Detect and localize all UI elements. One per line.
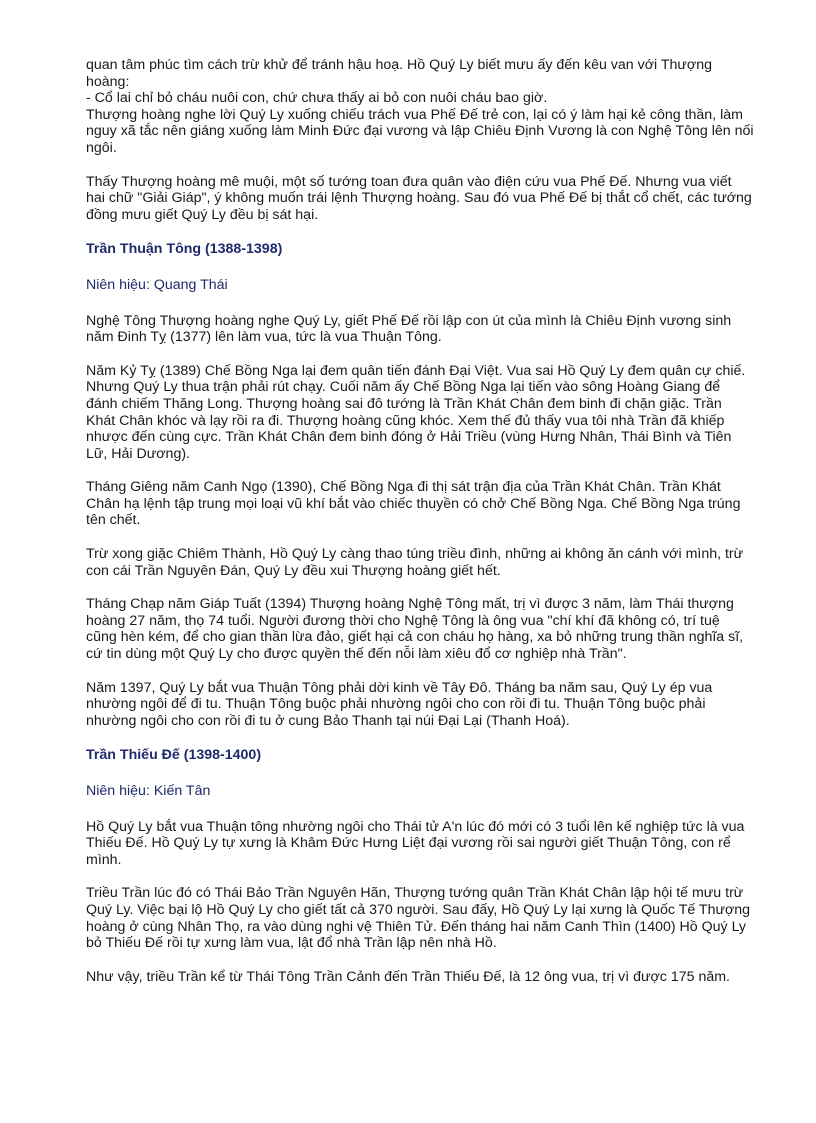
paragraph: Trừ xong giặc Chiêm Thành, Hồ Quý Ly càng thao túng triều đình, những ai không ăn cánh với mình, trừ con cái Trần Nguyên Đán, Quý Ly đều xui Thượng hoàng giết hết. <box>86 546 744 579</box>
section-heading-thuan-tong: Trần Thuận Tông (1388-1398) <box>86 241 283 258</box>
paragraph: Năm 1397, Quý Ly bắt vua Thuận Tông phải dời kinh về Tây Đô. Tháng ba năm sau, Quý Ly ép vua nhường ngôi để đi tu. Thuận Tông buộc phải nhường ngôi cho con rồi đi tu. Thuận Tông buộc phải nhường ngôi cho con rồi đi tu ở cung Bảo Thanh tại núi Đại Lại (Thanh Hoá). <box>86 679 713 729</box>
era-name-quang-thai: Niên hiệu: Quang Thái <box>86 276 228 293</box>
intro-paragraph-1 <box>86 57 754 157</box>
paragraph: Hồ Quý Ly bắt vua Thuận tông nhường ngôi cho Thái tử A'n lúc đó mới có 3 tuổi lên kế nghiệp tức là vua Thiếu Đế. Hồ Quý Ly tự xưng là Khâm Đức Hưng Liệt đại vương rồi sai người giết Thuận Tông, con rể mình. <box>86 818 745 868</box>
paragraph: Như vậy, triều Trần kể từ Thái Tông Trần Cảnh đến Trần Thiếu Đế, là 12 ông vua, trị vì được 175 năm. <box>86 968 730 985</box>
paragraph: Tháng Giêng năm Canh Ngọ (1390), Chế Bồng Nga đi thị sát trận địa của Trần Khát Chân. Trần Khát Chân hạ lệnh tập trung mọi loại vũ khí bắt vào chiếc thuyền có chở Chế Bồng Nga. Chế Bồng Nga trúng tên chết. <box>86 479 741 529</box>
paragraph: Tháng Chạp năm Giáp Tuất (1394) Thượng hoàng Nghệ Tông mất, trị vì được 3 năm, làm Thái thượng hoàng 27 năm, thọ 74 tuổi. Người đương thời cho Nghệ Tông là ông vua "chí khí đã không có, trí tuệ cũng hèn kém, để cho gian thần lừa đảo, giết hại cả con cháu họ hàng, xa bỏ những trung thần nghĩa sĩ, cứ tin dùng một Quý Ly cho được quyền thế đến nỗi làm xiêu đổ cơ nghiệp nhà Trần". <box>86 596 744 663</box>
intro-line: Thượng hoàng nghe lời Quý Ly xuống chiếu trách vua Phế Đế trẻ con, lại có ý làm hại kẻ công thần, làm nguy xã tắc nên giáng xuống làm Minh Đức đại vương và lập Chiêu Định Vương là con Nghệ Tông lên nối ngôi. <box>86 106 754 156</box>
era-name-kien-tan: Niên hiệu: Kiến Tân <box>86 783 211 799</box>
document-page <box>86 57 754 1002</box>
paragraph: Năm Kỷ Tỵ (1389) Chế Bồng Nga lại đem quân tiến đánh Đại Việt. Vua sai Hồ Quý Ly đem quân cự chiế. Nhưng Quý Ly thua trận phải rút chạy. Cuối năm ấy Chế Bồng Nga lại tiến vào sông Hoàng Giang để đánh chiếm Thăng Long. Thượng hoàng sai đô tướng là Trần Khát Chân đem binh đi chặn giặc. Trần Khát Chân khóc và lạy rồi ra đi. Thượng hoàng cũng khóc. Xem thế đủ thấy vua tôi nhà Trần đã khiếp nhược đến cùng cực. Trần Khát Chân đem binh đóng ở Hải Triều (vùng Hưng Nhân, Thái Bình và Tiên Lữ, Hải Dương). <box>86 362 746 462</box>
paragraph: Triều Trần lúc đó có Thái Bảo Trần Nguyên Hãn, Thượng tướng quân Trần Khát Chân lập hội tế mưu trừ Quý Ly. Việc bại lộ Hồ Quý Ly cho giết tất cả 370 người. Sau đấy, Hồ Quý Ly lại xưng là Quốc Tế Thượng hoàng ở cùng Nhân Thọ, ra vào dùng nghi vệ Thiên Tử. Đến tháng hai năm Canh Thìn (1400) Hồ Quý Ly bỏ Thiếu Đế rồi tự xưng làm vua, lật đổ nhà Trần lập nên nhà Hồ. <box>86 885 751 952</box>
intro-paragraph-2: Thấy Thượng hoàng mê muội, một số tướng toan đưa quân vào điện cứu vua Phế Đế. Nhưng vua viết hai chữ "Giải Giáp", ý không muốn trái lệnh Thượng hoàng. Sau đó vua Phế Đế bị thắt cổ chết, các tướng đồng mưu giết Quý Ly đều bị sát hại. <box>86 173 752 223</box>
paragraph: Nghệ Tông Thượng hoàng nghe Quý Ly, giết Phế Đế rồi lập con út của mình là Chiêu Định vương sinh năm Đinh Tỵ (1377) lên làm vua, tức là vua Thuận Tông. <box>86 312 732 346</box>
section-heading-thieu-de: Trần Thiếu Đế (1398-1400) <box>86 747 262 764</box>
intro-line: quan tâm phúc tìm cách trừ khử để tránh hậu hoạ. Hồ Quý Ly biết mưu ấy đến kêu van với Thượng hoàng: <box>86 57 713 90</box>
intro-quote: - Cổ lai chỉ bỏ cháu nuôi con, chứ chưa thấy ai bỏ con nuôi cháu bao giờ. <box>86 90 548 107</box>
